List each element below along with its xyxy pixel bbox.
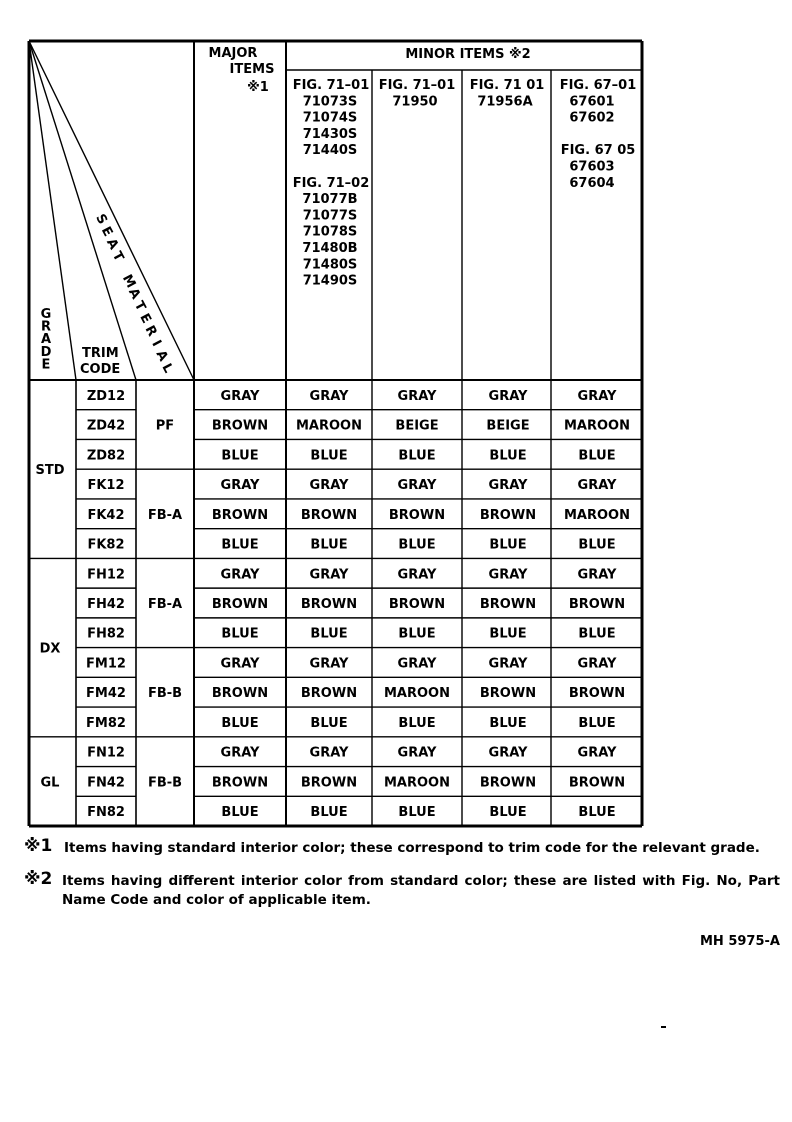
note-1-text: Items having standard interior color; these correspond to trim code for the relevant grade. bbox=[64, 840, 760, 856]
color-cell: BLUE bbox=[310, 448, 348, 464]
trim-code-cell: FK12 bbox=[87, 478, 125, 494]
seat-material-label: FB-A bbox=[147, 597, 183, 612]
part-name-code: 71430S bbox=[302, 126, 358, 142]
grade-label: GL bbox=[40, 775, 60, 791]
color-cell: BROWN bbox=[300, 597, 358, 612]
color-cell: BROWN bbox=[568, 686, 626, 702]
major-items-note-mark: ※1 bbox=[247, 80, 269, 95]
color-cell: BLUE bbox=[310, 805, 348, 821]
color-cell: BROWN bbox=[479, 507, 537, 523]
trim-code-cell: FH82 bbox=[87, 626, 125, 642]
color-cell: BLUE bbox=[310, 626, 348, 642]
color-cell: GRAY bbox=[309, 656, 349, 672]
note-2-mark: ※2 bbox=[24, 869, 53, 889]
trim-code-cell: FN12 bbox=[87, 745, 125, 761]
part-name-code: 71950 bbox=[392, 94, 438, 110]
color-cell: BLUE bbox=[489, 448, 527, 464]
color-cell: BEIGE bbox=[486, 418, 530, 434]
seat-material-label: FB-B bbox=[147, 775, 183, 791]
part-name-code: 67602 bbox=[569, 110, 615, 126]
color-cell: GRAY bbox=[397, 567, 437, 583]
part-name-code: 71480B bbox=[302, 241, 358, 256]
color-cell: BLUE bbox=[489, 537, 527, 553]
figure-reference: FIG. 67 05 bbox=[560, 143, 636, 159]
seat-material-header-letter: T bbox=[130, 298, 149, 314]
color-cell: BROWN bbox=[568, 597, 626, 612]
part-name-code: 67601 bbox=[569, 94, 615, 110]
color-cell: BROWN bbox=[388, 597, 446, 612]
color-cell: BROWN bbox=[479, 686, 537, 702]
color-cell: GRAY bbox=[397, 388, 437, 404]
color-cell: MAROON bbox=[384, 775, 450, 791]
trim-code-cell: FK82 bbox=[87, 537, 125, 553]
color-cell: BLUE bbox=[221, 715, 259, 731]
color-cell: GRAY bbox=[488, 745, 528, 761]
color-cell: GRAY bbox=[220, 745, 260, 761]
seat-material-header-letter: L bbox=[158, 361, 176, 376]
figure-reference: FIG. 67–01 bbox=[559, 78, 637, 93]
color-cell: BLUE bbox=[398, 448, 436, 464]
corner-diagonal-3 bbox=[29, 41, 194, 380]
part-name-code: 67603 bbox=[569, 159, 615, 175]
seat-material-header-letter: I bbox=[148, 337, 164, 350]
major-items-header: MAJOR bbox=[208, 46, 258, 61]
color-cell: BROWN bbox=[211, 597, 269, 612]
seat-material-label: FB-B bbox=[147, 686, 183, 702]
color-cell: BLUE bbox=[489, 626, 527, 642]
color-cell: MAROON bbox=[564, 507, 630, 523]
part-name-code: 71480S bbox=[302, 257, 358, 273]
grade-header-letter: D bbox=[40, 344, 52, 360]
color-cell: GRAY bbox=[577, 478, 617, 494]
trim-code-cell: FH12 bbox=[87, 567, 125, 583]
figure-reference: FIG. 71–02 bbox=[292, 175, 370, 191]
color-cell: BROWN bbox=[211, 418, 269, 434]
color-cell: BROWN bbox=[300, 507, 358, 523]
color-cell: BLUE bbox=[310, 537, 348, 553]
color-cell: BROWN bbox=[300, 686, 358, 702]
color-cell: BLUE bbox=[310, 715, 348, 731]
color-cell: GRAY bbox=[488, 656, 528, 672]
color-cell: BLUE bbox=[398, 715, 436, 731]
part-name-code: 71490S bbox=[302, 273, 358, 289]
trim-code-cell: FK42 bbox=[87, 507, 125, 523]
color-cell: GRAY bbox=[577, 656, 617, 672]
color-cell: BROWN bbox=[211, 507, 269, 523]
trim-code-header: TRIM bbox=[82, 346, 119, 361]
minor-items-header: MINOR ITEMS ※2 bbox=[405, 47, 531, 62]
corner-diagonal-1 bbox=[29, 41, 76, 380]
color-cell: GRAY bbox=[488, 388, 528, 404]
color-cell: BLUE bbox=[578, 715, 616, 731]
color-cell: BLUE bbox=[578, 805, 616, 821]
trim-code-cell: FH42 bbox=[87, 597, 125, 612]
color-cell: GRAY bbox=[309, 388, 349, 404]
color-cell: BROWN bbox=[479, 775, 537, 791]
color-cell: GRAY bbox=[220, 656, 260, 672]
trim-code-cell: ZD42 bbox=[86, 418, 126, 434]
seat-material-label: PF bbox=[155, 418, 175, 434]
color-cell: BLUE bbox=[398, 805, 436, 821]
part-name-code: 71956A bbox=[477, 94, 533, 110]
grade-header-letter: R bbox=[40, 319, 52, 335]
trim-code-cell: ZD82 bbox=[86, 448, 126, 464]
color-cell: BLUE bbox=[398, 626, 436, 642]
color-cell: MAROON bbox=[564, 418, 630, 434]
color-cell: GRAY bbox=[488, 478, 528, 494]
color-cell: BLUE bbox=[489, 715, 527, 731]
color-cell: GRAY bbox=[309, 478, 349, 494]
color-cell: BROWN bbox=[568, 775, 626, 791]
color-cell: GRAY bbox=[397, 745, 437, 761]
trim-code-cell: FM12 bbox=[86, 656, 126, 672]
note-1-mark: ※1 bbox=[24, 836, 53, 856]
seat-material-header-letter: E bbox=[136, 311, 154, 327]
stray-mark bbox=[661, 1026, 666, 1028]
color-cell: BROWN bbox=[211, 686, 269, 702]
seat-material-header-letter: A bbox=[125, 285, 144, 302]
figure-reference: FIG. 71 01 bbox=[469, 78, 545, 93]
trim-code-cell: FM42 bbox=[86, 686, 126, 702]
color-cell: GRAY bbox=[220, 478, 260, 494]
color-cell: GRAY bbox=[577, 745, 617, 761]
color-cell: BROWN bbox=[388, 507, 446, 523]
seat-material-header-letter: T bbox=[108, 249, 127, 265]
color-cell: BROWN bbox=[479, 597, 537, 612]
color-cell: MAROON bbox=[384, 686, 450, 702]
part-name-code: 71440S bbox=[302, 143, 358, 159]
grade-header-letter: A bbox=[40, 332, 52, 348]
document-reference-code: MH 5975-A bbox=[700, 934, 780, 949]
color-cell: BLUE bbox=[221, 805, 259, 821]
note-2-text: Items having different interior color from standard color; these are listed with Fig. No, Part Name Code and color of applicable item. bbox=[62, 873, 780, 908]
color-cell: BLUE bbox=[578, 626, 616, 642]
trim-code-cell: FN82 bbox=[87, 805, 125, 821]
part-name-code: 71078S bbox=[302, 224, 358, 240]
color-cell: BLUE bbox=[578, 537, 616, 553]
color-cell: BEIGE bbox=[395, 418, 439, 434]
color-cell: BROWN bbox=[300, 775, 358, 791]
trim-code-cell: FM82 bbox=[86, 715, 126, 731]
grade-header-letter: G bbox=[40, 307, 52, 322]
color-cell: BROWN bbox=[211, 775, 269, 791]
major-items-header: ITEMS bbox=[229, 62, 275, 77]
color-cell: MAROON bbox=[296, 418, 362, 434]
trim-code-header: CODE bbox=[80, 362, 121, 377]
color-cell: BLUE bbox=[578, 448, 616, 464]
seat-material-header-letter: E bbox=[97, 224, 116, 240]
part-name-code: 71077B bbox=[302, 192, 358, 208]
seat-material-header-letter: A bbox=[152, 347, 171, 364]
color-cell: GRAY bbox=[577, 567, 617, 583]
figure-reference: FIG. 71–01 bbox=[378, 78, 456, 93]
color-cell: BLUE bbox=[221, 537, 259, 553]
grade-label: STD bbox=[35, 463, 65, 479]
color-cell: GRAY bbox=[309, 567, 349, 583]
color-cell: BLUE bbox=[221, 626, 259, 642]
color-cell: BLUE bbox=[398, 537, 436, 553]
color-cell: GRAY bbox=[397, 478, 437, 494]
trim-code-cell: FN42 bbox=[87, 775, 125, 791]
part-name-code: 71074S bbox=[302, 110, 358, 126]
part-name-code: 67604 bbox=[569, 175, 615, 191]
figure-reference: FIG. 71–01 bbox=[292, 78, 370, 93]
grade-header-letter: E bbox=[41, 357, 51, 373]
seat-material-label: FB-A bbox=[147, 507, 183, 523]
color-cell: GRAY bbox=[488, 567, 528, 583]
seat-material-header-letter: S bbox=[92, 211, 110, 228]
grade-label: DX bbox=[39, 641, 61, 657]
seat-material-header-letter: R bbox=[141, 323, 160, 340]
color-cell: GRAY bbox=[220, 567, 260, 583]
color-cell: BLUE bbox=[221, 448, 259, 464]
color-cell: GRAY bbox=[220, 388, 260, 404]
seat-material-header-letter: M bbox=[118, 272, 139, 291]
seat-material-header-letter: A bbox=[103, 236, 122, 253]
trim-code-cell: ZD12 bbox=[86, 388, 126, 404]
color-cell: GRAY bbox=[397, 656, 437, 672]
color-cell: GRAY bbox=[309, 745, 349, 761]
color-cell: GRAY bbox=[577, 388, 617, 404]
part-name-code: 71073S bbox=[302, 94, 358, 110]
part-name-code: 71077S bbox=[302, 208, 358, 224]
color-cell: BLUE bbox=[489, 805, 527, 821]
